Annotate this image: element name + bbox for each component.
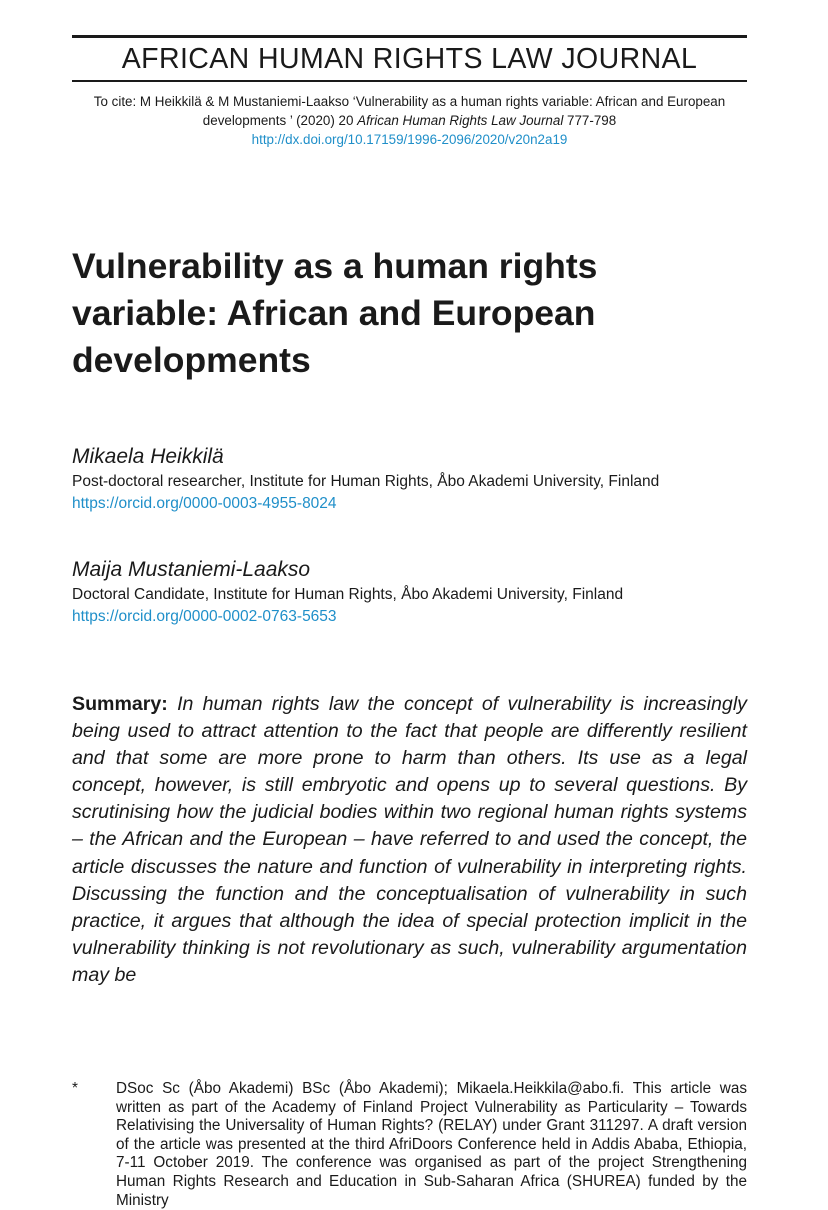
author-block xyxy=(72,443,762,515)
citation xyxy=(72,92,747,149)
author-affiliation: Doctoral Candidate, Institute for Human Rights, Åbo Akademi University, Finland xyxy=(72,586,624,603)
author-block xyxy=(72,556,762,628)
author-orcid-link[interactable]: https://orcid.org/0000-0003-4955-8024 xyxy=(72,495,337,512)
summary-paragraph xyxy=(72,691,747,989)
footnote-text: DSoc Sc (Åbo Akademi) BSc (Åbo Akademi); Mikaela.Heikkila@abo.fi. This article was written as part of the Academy of Finland Project Vulnerability as Particularity – Towards Relativising the Universality of Human Rights? (RELAY) under Grant 311297. A draft version of the article was presented at the third AfriDoors Conference held in Addis Ababa, Ethiopia, 7-11 October 2019. The conference was organised as part of the project Strengthening Human Rights Research and Education in Sub-Saharan Africa (SHUREA) funded by the Ministry xyxy=(116,1080,747,1209)
author-affiliation: Post-doctoral researcher, Institute for Human Rights, Åbo Akademi University, Finland xyxy=(72,473,660,490)
citation-prefix: To cite: M Heikkilä & M Mustaniemi-Laakso ‘Vulnerability as a human rights variable: African and European developments ’ (2020) 20 xyxy=(93,94,726,128)
author-name: Maija Mustaniemi-Laakso xyxy=(72,558,311,581)
author-orcid-link[interactable]: https://orcid.org/0000-0002-0763-5653 xyxy=(72,608,337,625)
author-name: Mikaela Heikkilä xyxy=(72,445,224,468)
summary-label: Summary: xyxy=(72,693,168,715)
citation-pages: 777-798 xyxy=(563,113,617,128)
article-title: Vulnerability as a human rights variable: African and European developments xyxy=(72,246,598,380)
citation-journal: African Human Rights Law Journal xyxy=(357,113,564,128)
header-bottom-rule xyxy=(72,80,747,82)
journal-title: AFRICAN HUMAN RIGHTS LAW JOURNAL xyxy=(121,43,698,75)
footnote-mark: * xyxy=(72,1080,78,1097)
summary-text: In human rights law the concept of vulnerability is increasingly being used to attract attention to the fact that people are differently resilient and that some are more prone to harm than others. Its use as a legal concept, however, is still embryotic and opens up to several questions. By scrutinising how the judicial bodies within two regional human rights systems – the African and the European – have referred to and used the concept, the article discusses the nature and function of vulnerability in interpreting rights. Discussing the function and the conceptualisation of vulnerability in such practice, it argues that although the idea of special protection implicit in the vulnerability thinking is not revolutionary as such, vulnerability argumentation may be xyxy=(72,693,747,986)
doi-link[interactable]: http://dx.doi.org/10.17159/1996-2096/2020/v20n2a19 xyxy=(251,132,568,147)
